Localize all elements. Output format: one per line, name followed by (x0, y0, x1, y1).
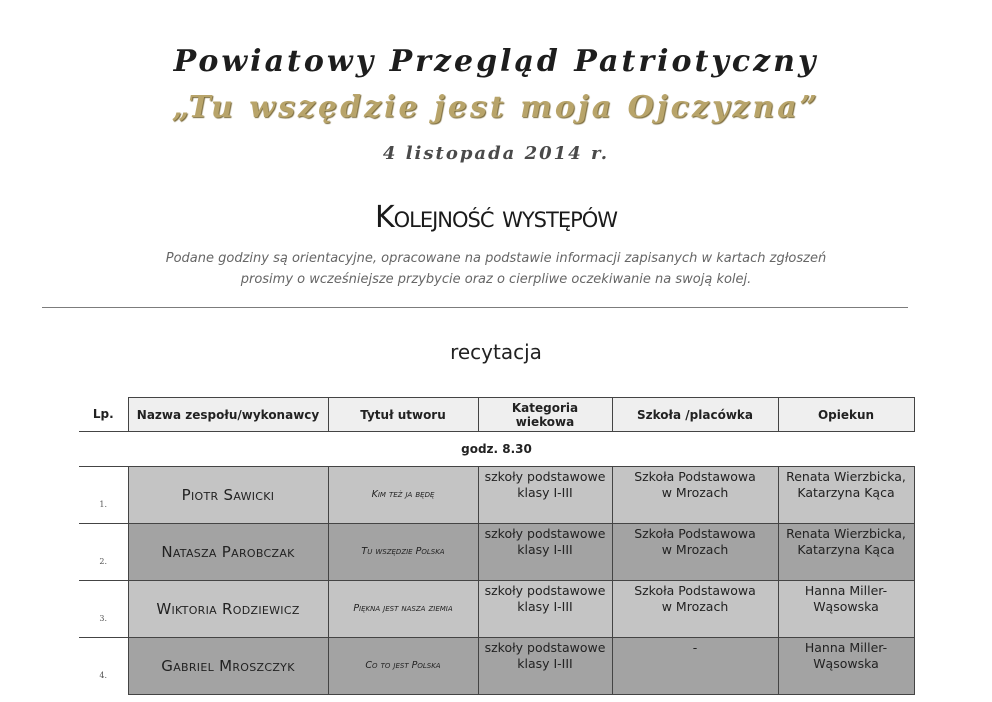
info-note-line-2: prosimy o wcześniejsze przybycie oraz o cierpliwe oczekiwanie na swoją kolej. (240, 272, 752, 287)
performer-name: Gabriel Mroszczyk (128, 638, 328, 695)
column-header-guardian: Opiekun (778, 398, 914, 432)
age-category: szkoły podstawowe klasy I-III (478, 524, 612, 581)
school-name: Szkoła Podstawowa w Mrozach (612, 467, 778, 524)
event-subtitle: „Tu wszędzie jest moja Ojczyzna” (172, 90, 820, 125)
age-category: szkoły podstawowe klasy I-III (478, 467, 612, 524)
table-header-row (79, 398, 914, 432)
table-row (79, 638, 914, 695)
table-row (79, 524, 914, 581)
row-number: 4. (79, 638, 128, 695)
school-name: Szkoła Podstawowa w Mrozach (612, 524, 778, 581)
performer-name: Natasza Parobczak (128, 524, 328, 581)
piece-title: Kim też ja będę (328, 467, 478, 524)
guardian-name: Renata Wierzbicka, Katarzyna Kąca (778, 524, 914, 581)
event-title: Powiatowy Przegląd Patriotyczny (173, 44, 819, 79)
guardian-name: Renata Wierzbicka, Katarzyna Kąca (778, 467, 914, 524)
schedule-table (79, 397, 915, 695)
row-number: 2. (79, 524, 128, 581)
row-number: 1. (79, 467, 128, 524)
piece-title: Co to jest Polska (328, 638, 478, 695)
column-header-name: Nazwa zespołu/wykonawcy (128, 398, 328, 432)
table-row (79, 467, 914, 524)
page-heading: Kolejność występów (374, 200, 618, 235)
performer-name: Wiktoria Rodziewicz (128, 581, 328, 638)
performer-name: Piotr Sawicki (128, 467, 328, 524)
guardian-name: Hanna Miller- Wąsowska (778, 638, 914, 695)
piece-title: Piękna jest nasza ziemia (328, 581, 478, 638)
time-row (79, 432, 914, 467)
column-header-lp: Lp. (79, 398, 128, 432)
row-number: 3. (79, 581, 128, 638)
age-category: szkoły podstawowe klasy I-III (478, 638, 612, 695)
guardian-name: Hanna Miller- Wąsowska (778, 581, 914, 638)
column-header-title: Tytuł utworu (328, 398, 478, 432)
column-header-school: Szkoła /placówka (612, 398, 778, 432)
time-label: godz. 8.30 (79, 432, 914, 467)
table-row (79, 581, 914, 638)
event-date: 4 listopada 2014 r. (382, 143, 610, 164)
divider (42, 307, 908, 308)
school-name: - (612, 638, 778, 695)
section-title: recytacja (450, 340, 542, 364)
column-header-category: Kategoria wiekowa (478, 398, 612, 432)
school-name: Szkoła Podstawowa w Mrozach (612, 581, 778, 638)
age-category: szkoły podstawowe klasy I-III (478, 581, 612, 638)
piece-title: Tu wszędzie Polska (328, 524, 478, 581)
info-note-line-1: Podane godziny są orientacyjne, opracowane na podstawie informacji zapisanych w kartach zgłoszeń (165, 251, 827, 266)
